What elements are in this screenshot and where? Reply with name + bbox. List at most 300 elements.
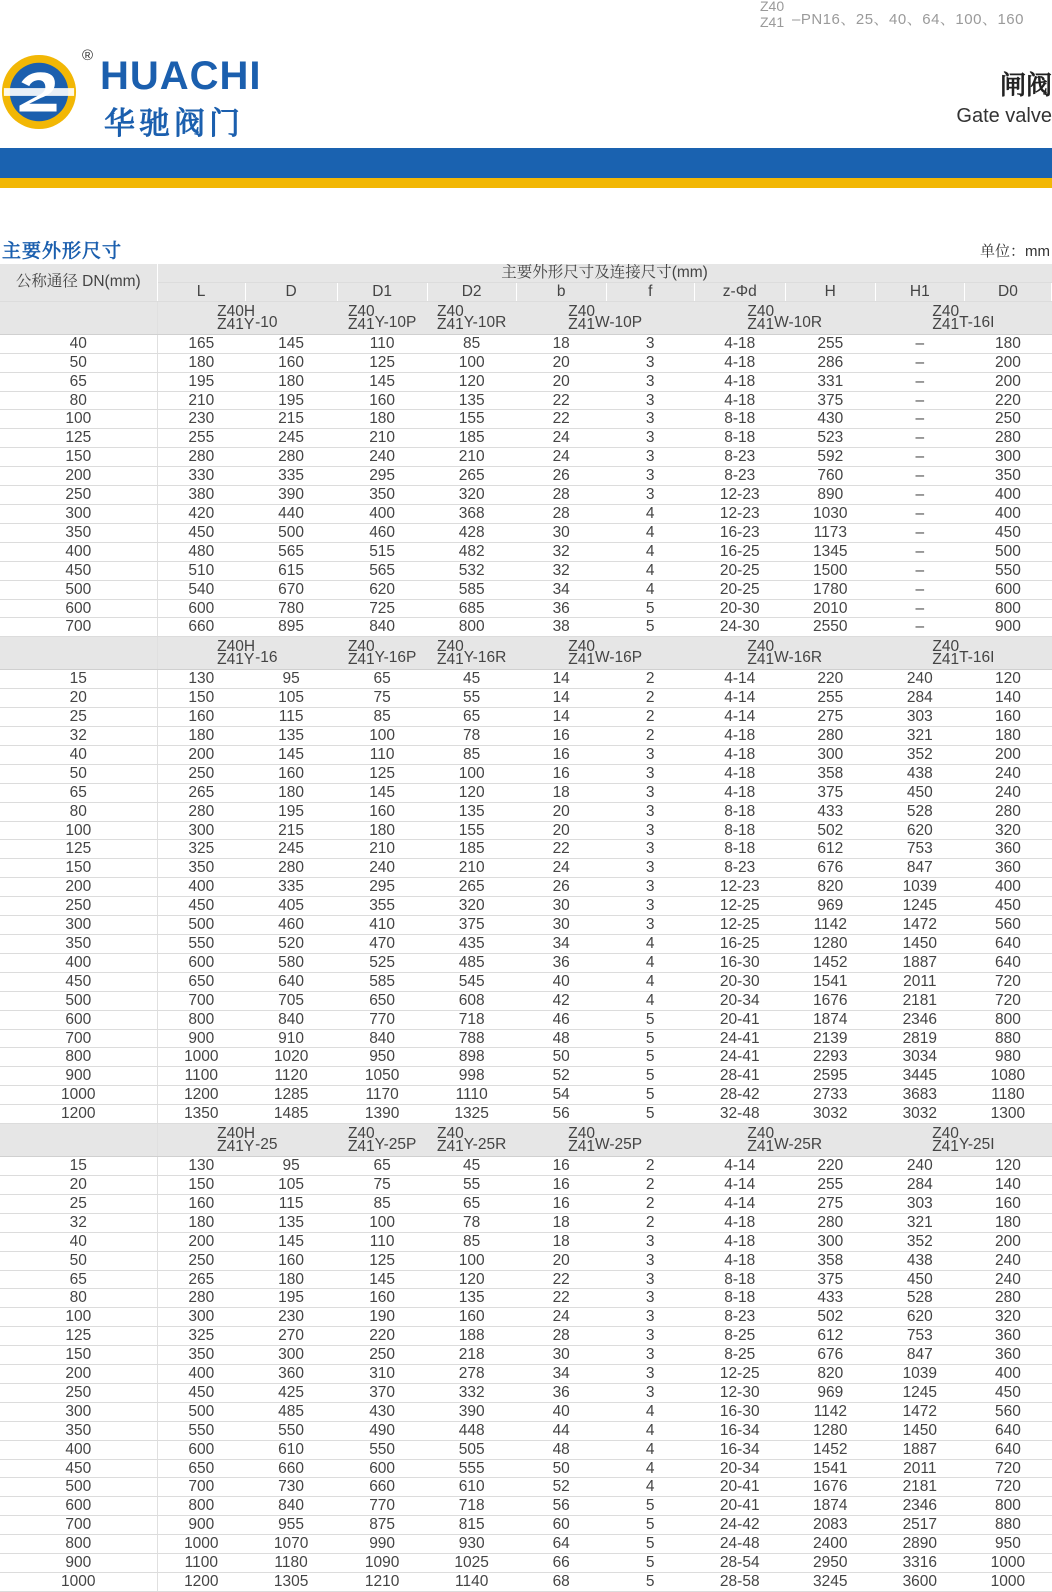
table-cell: 85 (337, 1194, 427, 1213)
table-cell: 660 (157, 618, 245, 637)
table-cell: 325 (157, 840, 245, 859)
table-cell: 180 (157, 727, 245, 746)
table-cell: 24-48 (694, 1535, 785, 1554)
table-cell: 1210 (337, 1573, 427, 1592)
table-cell: 523 (785, 429, 875, 448)
table-cell: 510 (157, 561, 245, 580)
table-cell: 155 (427, 821, 516, 840)
table-row (0, 1478, 1052, 1497)
dn-cell: 32 (0, 1213, 157, 1232)
table-cell: 185 (427, 429, 516, 448)
table-cell: 800 (157, 1497, 245, 1516)
table-cell: 502 (785, 821, 875, 840)
table-cell: 110 (337, 745, 427, 764)
table-cell: 600 (337, 1459, 427, 1478)
table-cell: 700 (157, 991, 245, 1010)
table-cell: 100 (427, 1251, 516, 1270)
table-cell: 840 (337, 1029, 427, 1048)
table-cell: 20-30 (694, 599, 785, 618)
table-cell: 280 (964, 429, 1051, 448)
table-cell: 550 (157, 1421, 245, 1440)
table-cell: 280 (245, 859, 337, 878)
model-code-bottom: Z41 (568, 651, 596, 669)
table-cell: 218 (427, 1346, 516, 1365)
table-cell: 140 (964, 1175, 1051, 1194)
table-cell: 430 (337, 1402, 427, 1421)
table-cell: 410 (337, 916, 427, 935)
table-cell: 280 (964, 1289, 1051, 1308)
table-cell: 390 (245, 486, 337, 505)
dn-cell: 100 (0, 410, 157, 429)
table-cell: 460 (245, 916, 337, 935)
dn-cell: 125 (0, 1327, 157, 1346)
table-row (0, 821, 1052, 840)
table-cell: 2181 (875, 1478, 964, 1497)
table-cell: 4-14 (694, 1175, 785, 1194)
table-cell: 1485 (245, 1105, 337, 1124)
table-cell: 320 (964, 1308, 1051, 1327)
table-cell: 1325 (427, 1105, 516, 1124)
table-cell: 45 (427, 670, 516, 689)
table-cell: 358 (785, 764, 875, 783)
table-cell: 1874 (785, 1497, 875, 1516)
table-cell: 5 (606, 618, 694, 637)
model-code-suffix: Y-25R (463, 1136, 507, 1154)
dn-cell: 65 (0, 783, 157, 802)
table-cell: 900 (157, 1516, 245, 1535)
table-cell: 240 (337, 859, 427, 878)
table-cell: 52 (516, 1478, 606, 1497)
table-cell: 1000 (157, 1048, 245, 1067)
model-code-suffix: W-16P (595, 649, 643, 667)
table-cell: 30 (516, 523, 606, 542)
table-cell: 8-23 (694, 467, 785, 486)
table-cell: 1200 (157, 1573, 245, 1592)
table-cell: 610 (245, 1440, 337, 1459)
table-row (0, 1086, 1052, 1105)
table-cell: 4-18 (694, 783, 785, 802)
table-cell: 24-30 (694, 618, 785, 637)
table-cell: 32 (516, 542, 606, 561)
table-cell: 4-14 (694, 670, 785, 689)
table-cell: 753 (875, 840, 964, 859)
table-cell: 585 (337, 972, 427, 991)
table-cell: 4-18 (694, 1251, 785, 1270)
table-cell: 190 (337, 1308, 427, 1327)
table-cell: 720 (964, 972, 1051, 991)
column-header: L (157, 282, 245, 301)
table-cell: 16-30 (694, 953, 785, 972)
table-cell: 20 (516, 372, 606, 391)
table-row (0, 802, 1052, 821)
dn-cell: 600 (0, 1497, 157, 1516)
table-cell: 400 (157, 878, 245, 897)
column-header: H (785, 282, 875, 301)
table-cell: 255 (785, 689, 875, 708)
table-row (0, 1105, 1052, 1124)
table-cell: 16-25 (694, 935, 785, 954)
table-cell: 500 (245, 523, 337, 542)
table-cell: 20 (516, 353, 606, 372)
dn-cell: 15 (0, 670, 157, 689)
table-cell: – (875, 599, 964, 618)
table-row (0, 708, 1052, 727)
table-cell: 730 (245, 1478, 337, 1497)
table-row (0, 1402, 1052, 1421)
table-cell: 20-34 (694, 991, 785, 1010)
table-cell: 280 (157, 802, 245, 821)
dn-cell: 600 (0, 599, 157, 618)
table-cell: 550 (964, 561, 1051, 580)
table-cell: – (875, 504, 964, 523)
table-cell: 240 (964, 764, 1051, 783)
table-cell: 1245 (875, 1383, 964, 1402)
model-code-top: Z40H (217, 638, 256, 656)
table-cell: 4 (606, 1440, 694, 1459)
table-row (0, 410, 1052, 429)
table-cell: 295 (337, 467, 427, 486)
table-row (0, 618, 1052, 637)
table-cell: 3 (606, 783, 694, 802)
table-cell: 180 (157, 353, 245, 372)
table-cell: 34 (516, 580, 606, 599)
table-cell: 303 (875, 1194, 964, 1213)
table-cell: 44 (516, 1421, 606, 1440)
table-cell: 110 (337, 334, 427, 353)
table-cell: 608 (427, 991, 516, 1010)
table-cell: 65 (337, 1157, 427, 1176)
table-cell: 200 (964, 745, 1051, 764)
table-cell: 4 (606, 1402, 694, 1421)
dn-cell: 500 (0, 1478, 157, 1497)
table-cell: 12-23 (694, 504, 785, 523)
table-cell: 188 (427, 1327, 516, 1346)
table-cell: 165 (157, 334, 245, 353)
model-code-top: Z40 (347, 302, 375, 320)
table-cell: 2011 (875, 1459, 964, 1478)
table-cell: 400 (964, 878, 1051, 897)
table-cell: 2139 (785, 1029, 875, 1048)
table-cell: 200 (964, 372, 1051, 391)
table-cell: 22 (516, 1270, 606, 1289)
table-cell: 160 (337, 391, 427, 410)
table-cell: 438 (875, 764, 964, 783)
table-cell: 555 (427, 1459, 516, 1478)
table-cell: 998 (427, 1067, 516, 1086)
table-cell: 210 (337, 429, 427, 448)
table-cell: 50 (516, 1459, 606, 1478)
table-cell: 550 (245, 1421, 337, 1440)
table-cell: 3032 (785, 1105, 875, 1124)
table-cell: 2083 (785, 1516, 875, 1535)
table-cell: 215 (245, 410, 337, 429)
table-cell: 1676 (785, 1478, 875, 1497)
table-cell: 135 (427, 802, 516, 821)
table-cell: 3 (606, 859, 694, 878)
table-cell: 400 (964, 486, 1051, 505)
table-cell: 20-34 (694, 1459, 785, 1478)
table-cell: 284 (875, 1175, 964, 1194)
table-cell: – (875, 542, 964, 561)
table-cell: 2 (606, 670, 694, 689)
table-row (0, 580, 1052, 599)
table-cell: 4 (606, 972, 694, 991)
model-code (694, 637, 875, 670)
dn-cell: 500 (0, 580, 157, 599)
table-cell: 565 (337, 561, 427, 580)
table-cell: 4 (606, 1459, 694, 1478)
table-cell: 428 (427, 523, 516, 542)
table-cell: 720 (964, 1478, 1051, 1497)
table-cell: 890 (785, 486, 875, 505)
table-cell: 1142 (785, 1402, 875, 1421)
table-cell: 200 (964, 1232, 1051, 1251)
table-cell: 5 (606, 599, 694, 618)
table-cell: 450 (157, 1383, 245, 1402)
table-cell: 220 (785, 670, 875, 689)
table-cell: 3245 (785, 1573, 875, 1592)
table-row (0, 561, 1052, 580)
table-cell: 65 (427, 1194, 516, 1213)
table-cell: 8-18 (694, 1289, 785, 1308)
table-cell: 265 (427, 878, 516, 897)
table-cell: 352 (875, 1232, 964, 1251)
table-cell: 4-18 (694, 727, 785, 746)
table-row (0, 670, 1052, 689)
table-cell: 640 (964, 935, 1051, 954)
table-cell: – (875, 448, 964, 467)
table-cell: 500 (964, 542, 1051, 561)
table-cell: 160 (245, 764, 337, 783)
dn-cell: 40 (0, 745, 157, 764)
table-cell: 66 (516, 1554, 606, 1573)
table-cell: 14 (516, 670, 606, 689)
table-cell: 676 (785, 1346, 875, 1365)
table-cell: 145 (245, 334, 337, 353)
table-cell: 135 (245, 1213, 337, 1232)
table-cell: 335 (245, 467, 337, 486)
table-cell: 5 (606, 1048, 694, 1067)
table-cell: 145 (337, 1270, 427, 1289)
table-row (0, 1270, 1052, 1289)
table-cell: 145 (337, 783, 427, 802)
table-cell: 40 (516, 972, 606, 991)
table-cell: 150 (157, 689, 245, 708)
table-cell: 4 (606, 504, 694, 523)
table-cell: 1000 (157, 1535, 245, 1554)
table-cell: 2550 (785, 618, 875, 637)
table-cell: 270 (245, 1327, 337, 1346)
dn-cell: 350 (0, 523, 157, 542)
table-cell: 580 (245, 953, 337, 972)
table-cell: 540 (157, 580, 245, 599)
dn-cell: 400 (0, 953, 157, 972)
table-cell: 85 (427, 745, 516, 764)
dn-cell: 400 (0, 542, 157, 561)
table-cell: 8-18 (694, 821, 785, 840)
model-code-top: Z40 (932, 638, 960, 656)
table-cell: 1780 (785, 580, 875, 599)
table-cell: 502 (785, 1308, 875, 1327)
table-row (0, 1010, 1052, 1029)
table-cell: 1140 (427, 1573, 516, 1592)
model-code-suffix: Y-16R (463, 649, 507, 667)
table-row (0, 599, 1052, 618)
table-cell: 1000 (964, 1573, 1051, 1592)
model-code-bottom: Z41 (437, 1138, 464, 1156)
table-cell: 26 (516, 878, 606, 897)
table-cell: 8-18 (694, 410, 785, 429)
table-cell: 22 (516, 410, 606, 429)
table-cell: 320 (964, 821, 1051, 840)
dn-cell: 80 (0, 391, 157, 410)
model-code-top: Z40H (217, 1125, 256, 1143)
table-cell: 676 (785, 859, 875, 878)
table-cell: 14 (516, 689, 606, 708)
table-cell: 85 (337, 708, 427, 727)
model-code-top: Z40 (437, 302, 464, 320)
table-cell: 1080 (964, 1067, 1051, 1086)
table-cell: 1300 (964, 1105, 1051, 1124)
table-cell: 3600 (875, 1573, 964, 1592)
table-cell: 22 (516, 840, 606, 859)
dn-cell: 200 (0, 878, 157, 897)
table-cell: 180 (964, 334, 1051, 353)
table-row (0, 727, 1052, 746)
table-cell: 12-25 (694, 1365, 785, 1384)
table-cell: 969 (785, 897, 875, 916)
table-cell: 12-25 (694, 916, 785, 935)
table-cell: 280 (964, 802, 1051, 821)
table-row (0, 429, 1052, 448)
table-row (0, 1554, 1052, 1573)
table-cell: 358 (785, 1251, 875, 1270)
table-cell: 240 (964, 1251, 1051, 1270)
table-cell: 28-41 (694, 1067, 785, 1086)
table-cell: 325 (157, 1327, 245, 1346)
dn-cell: 200 (0, 467, 157, 486)
table-cell: 32-48 (694, 1105, 785, 1124)
table-cell: 250 (964, 410, 1051, 429)
table-cell: 360 (964, 859, 1051, 878)
table-row (0, 1497, 1052, 1516)
table-cell: 1676 (785, 991, 875, 1010)
table-cell: 210 (427, 859, 516, 878)
table-cell: 3445 (875, 1067, 964, 1086)
table-cell: 20-41 (694, 1497, 785, 1516)
table-cell: 180 (337, 821, 427, 840)
table-cell: 1030 (785, 504, 875, 523)
dn-cell: 500 (0, 991, 157, 1010)
table-cell: 1120 (245, 1067, 337, 1086)
table-cell: 160 (337, 802, 427, 821)
table-cell: 3 (606, 467, 694, 486)
model-code-top: Z40 (347, 1125, 375, 1143)
table-cell: 65 (427, 708, 516, 727)
table-cell: 720 (964, 991, 1051, 1010)
table-header-row-columns (0, 282, 1052, 301)
table-cell: 780 (245, 599, 337, 618)
table-cell: 560 (964, 916, 1051, 935)
header-bar-yellow (0, 178, 1052, 188)
table-cell: 485 (245, 1402, 337, 1421)
table-cell: 8-18 (694, 840, 785, 859)
table-cell: 4 (606, 953, 694, 972)
table-row (0, 840, 1052, 859)
table-cell: 135 (245, 727, 337, 746)
table-cell: 3 (606, 878, 694, 897)
table-cell: 400 (964, 504, 1051, 523)
table-cell: 620 (875, 1308, 964, 1327)
table-cell: 3 (606, 840, 694, 859)
table-cell: 30 (516, 1346, 606, 1365)
table-cell: 20 (516, 1251, 606, 1270)
dn-cell: 32 (0, 727, 157, 746)
table-cell: 210 (337, 840, 427, 859)
table-cell: 5 (606, 1010, 694, 1029)
table-cell: 160 (245, 353, 337, 372)
table-cell: 660 (337, 1478, 427, 1497)
dn-cell: 25 (0, 1194, 157, 1213)
table-cell: 880 (964, 1029, 1051, 1048)
dn-cell: 800 (0, 1048, 157, 1067)
table-row (0, 1194, 1052, 1213)
table-cell: 840 (245, 1497, 337, 1516)
table-cell: 22 (516, 391, 606, 410)
table-cell: 240 (964, 783, 1051, 802)
model-code-suffix: Y-10R (463, 313, 507, 331)
table-cell: 24 (516, 429, 606, 448)
model-code-bottom: Z41 (747, 651, 775, 669)
table-cell: 150 (157, 1175, 245, 1194)
table-cell: 895 (245, 618, 337, 637)
model-code (875, 301, 1051, 334)
table-cell: 400 (964, 1365, 1051, 1384)
table-cell: 56 (516, 1497, 606, 1516)
table-cell: 310 (337, 1365, 427, 1384)
table-cell: 195 (245, 802, 337, 821)
table-cell: 718 (427, 1010, 516, 1029)
table-cell: 130 (157, 1157, 245, 1176)
product-name-cn: 闸阀 (999, 70, 1052, 100)
table-cell: 4-18 (694, 1232, 785, 1251)
table-cell: 500 (157, 916, 245, 935)
table-cell: 450 (157, 523, 245, 542)
table-cell: 100 (337, 1213, 427, 1232)
table-cell: 1100 (157, 1554, 245, 1573)
table-cell: 180 (337, 410, 427, 429)
column-header: f (606, 282, 694, 301)
table-cell: 612 (785, 1327, 875, 1346)
table-row (0, 878, 1052, 897)
table-cell: 28 (516, 486, 606, 505)
table-cell: 2 (606, 1213, 694, 1232)
dn-cell: 350 (0, 935, 157, 954)
table-cell: 280 (245, 448, 337, 467)
table-cell: 3032 (875, 1105, 964, 1124)
dn-cell: 80 (0, 802, 157, 821)
table-cell: 105 (245, 1175, 337, 1194)
table-cell: 2733 (785, 1086, 875, 1105)
table-row (0, 1516, 1052, 1535)
table-row (0, 1029, 1052, 1048)
model-code-suffix: Y-10P (374, 313, 417, 331)
table-cell: 36 (516, 599, 606, 618)
table-cell: 24-41 (694, 1048, 785, 1067)
table-cell: 24 (516, 859, 606, 878)
table-cell: 5 (606, 1105, 694, 1124)
table-cell: 255 (157, 429, 245, 448)
